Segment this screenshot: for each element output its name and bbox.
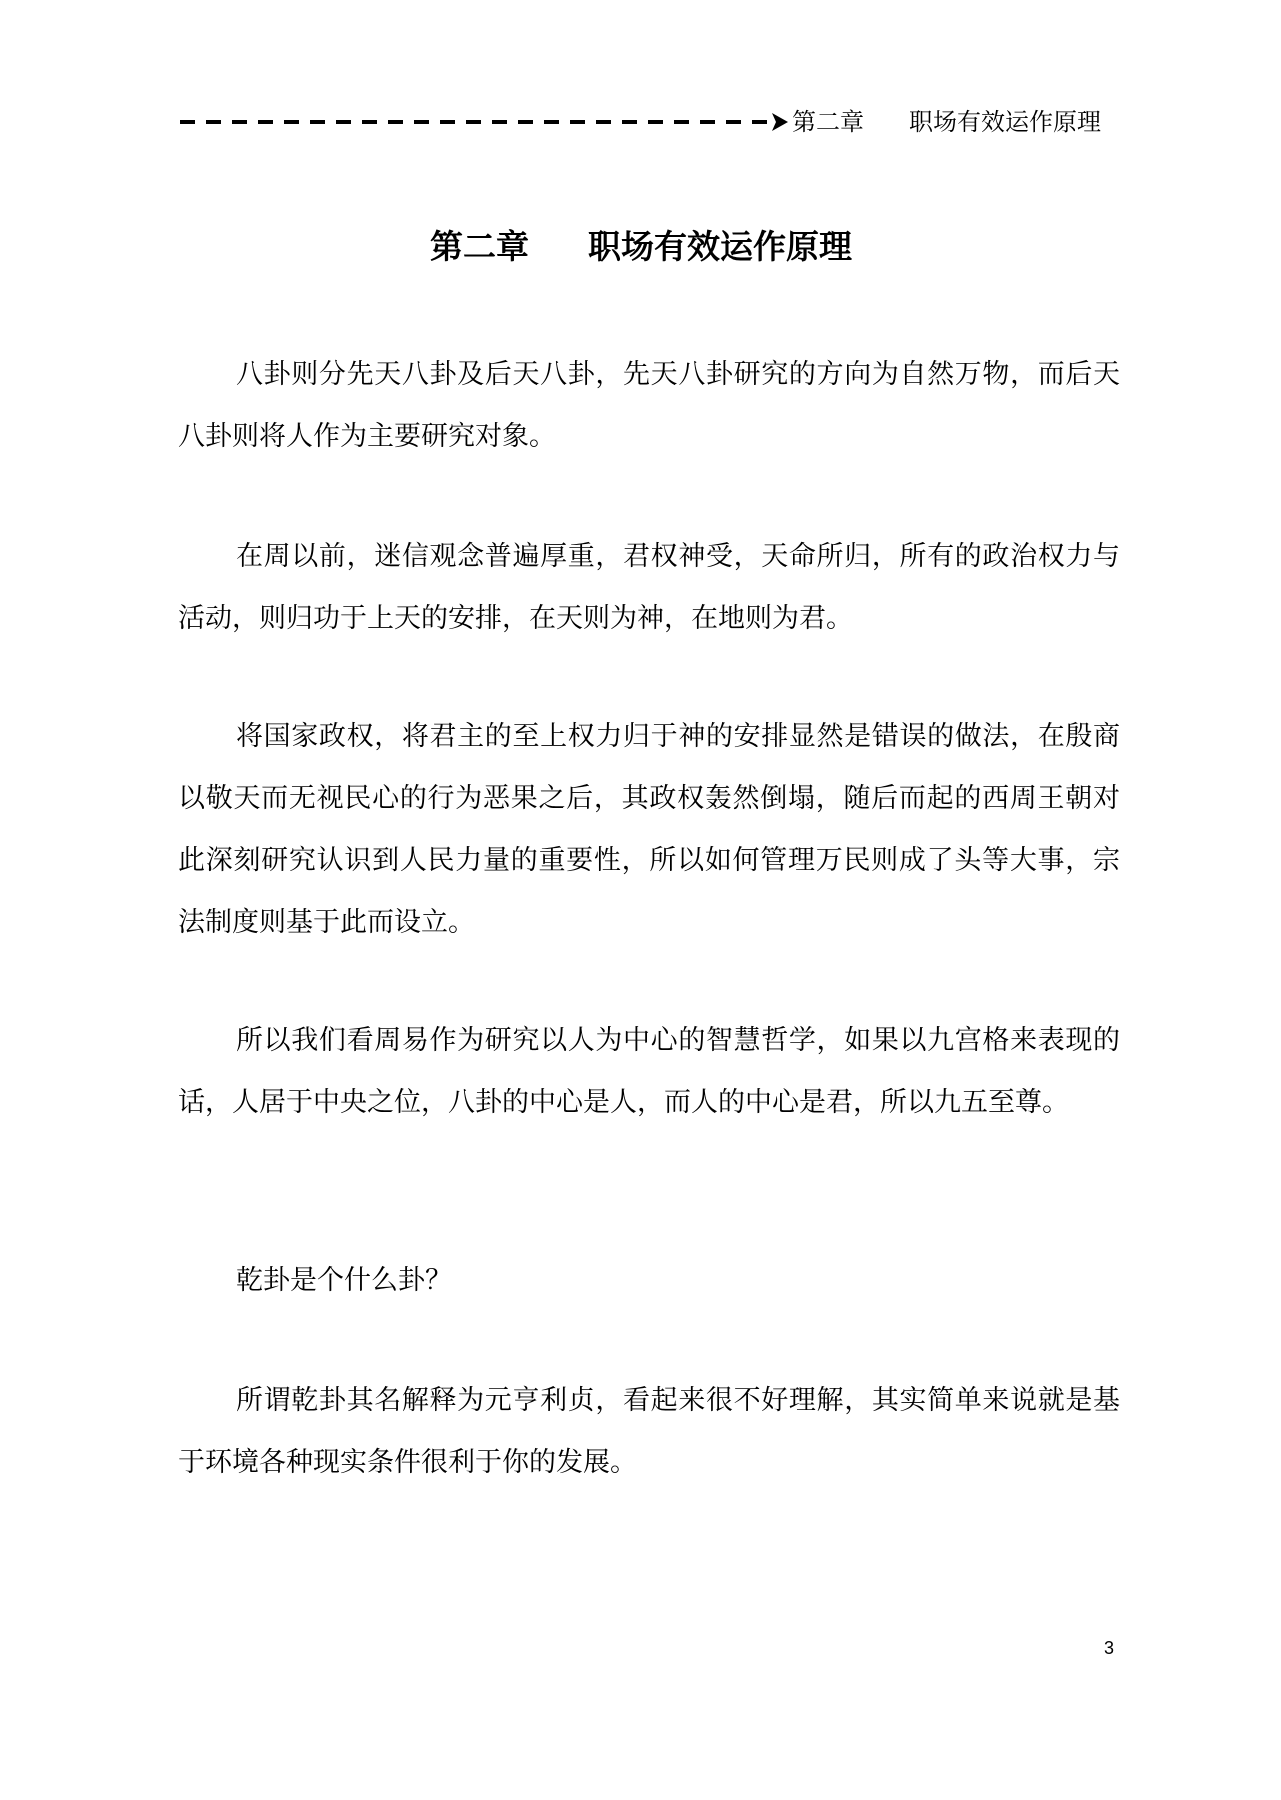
page-number: 3 <box>1104 1638 1115 1658</box>
paragraph: 乾卦是个什么卦？ <box>236 1265 452 1296</box>
dashed-arrow-icon <box>178 110 790 134</box>
header-chapter-number: 第二章 <box>792 108 864 136</box>
chapter-heading-number: 第二章 <box>430 227 529 266</box>
paragraph: 所谓乾卦其名解释为元亨利贞，看起来很不好理解，其实简单来说就是基于环境各种现实条件很利于你的发展。 <box>178 1385 1120 1478</box>
paragraph: 八卦则分先天八卦及后天八卦，先天八卦研究的方向为自然万物，而后天八卦则将人作为主要研究对象。 <box>178 359 1120 452</box>
paragraph: 将国家政权，将君主的至上权力归于神的安排显然是错误的做法，在殷商以敬天而无视民心的行为恶果之后，其政权轰然倒塌，随后而起的西周王朝对此深刻研究认识到人民力量的重要性，所以如何管理万民则成了头等大事，宗法制度则基于此而设立。 <box>178 721 1120 938</box>
chapter-heading <box>0 222 1281 272</box>
chapter-heading-title: 职场有效运作原理 <box>588 227 852 266</box>
paragraph: 所以我们看周易作为研究以人为中心的智慧哲学，如果以九宫格来表现的话，人居于中央之位，八卦的中心是人，而人的中心是君，所以九五至尊。 <box>178 1025 1120 1118</box>
header-chapter-title: 职场有效运作原理 <box>909 108 1101 136</box>
paragraph: 在周以前，迷信观念普遍厚重，君权神受，天命所归，所有的政治权力与活动，则归功于上天的安排，在天则为神，在地则为君。 <box>178 541 1120 634</box>
running-header <box>178 104 1118 144</box>
